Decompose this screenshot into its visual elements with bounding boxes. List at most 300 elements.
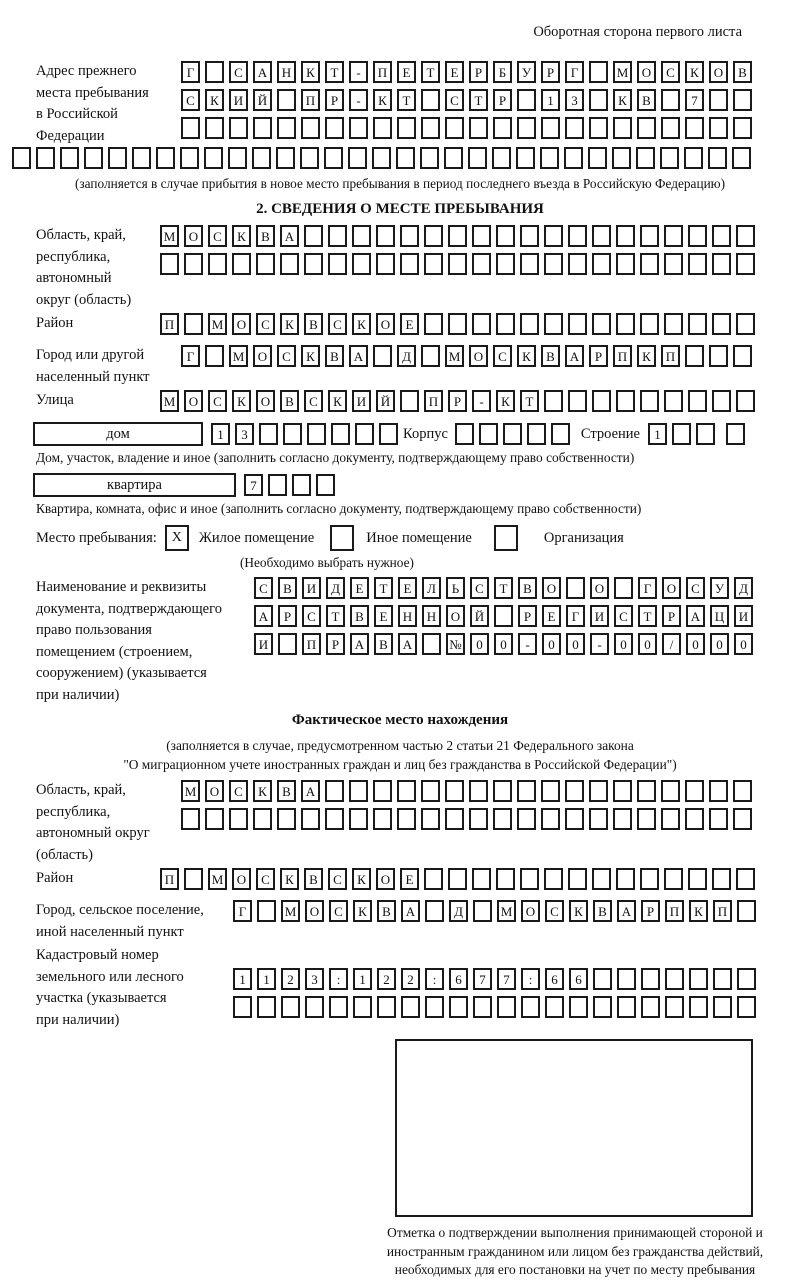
char-cell [329,996,348,1018]
char-cell: М [160,225,179,247]
char-cell: Р [662,605,681,627]
char-cell: О [232,868,251,890]
char-cell: 2 [281,968,300,990]
char-cell [352,253,371,275]
char-cell: К [232,390,251,412]
char-cell: М [229,345,248,367]
char-cell [568,313,587,335]
char-cell [473,996,492,1018]
char-cell: И [734,605,753,627]
char-cell [472,313,491,335]
char-cell [712,253,731,275]
char-cell: 2 [377,968,396,990]
char-cell [664,225,683,247]
char-cell [640,868,659,890]
char-cell [688,868,707,890]
char-cell [352,225,371,247]
char-cell [517,780,536,802]
char-cell [636,147,655,169]
char-cell: 2 [401,968,420,990]
char-cell: 0 [614,633,633,655]
char-cell: О [637,61,656,83]
char-cell [592,253,611,275]
char-cell: 1 [233,968,252,990]
char-cell [517,808,536,830]
district-field [0,313,800,341]
char-cell [640,253,659,275]
actual-location-title: Фактическое место нахождения [291,712,509,728]
char-cell: В [304,868,323,890]
char-cell: П [613,345,632,367]
char-cell [229,808,248,830]
char-cell: О [232,313,251,335]
char-cell [468,147,487,169]
registration-stamp-box [395,1039,753,1217]
char-cell [277,808,296,830]
char-cell: К [517,345,536,367]
char-cell: С [445,89,464,111]
char-cell [373,808,392,830]
char-cell: К [301,61,320,83]
char-cell: О [376,313,395,335]
char-cell [544,313,563,335]
prev-address-field [0,61,800,147]
char-cell [422,633,441,655]
char-cell: О [305,900,324,922]
char-cell: В [637,89,656,111]
char-cell: А [350,633,369,655]
char-cell: В [256,225,275,247]
char-cell: Н [277,61,296,83]
char-cell: С [256,868,275,890]
char-cell: С [614,605,633,627]
actual-region-row-1 [181,780,757,802]
char-cell [301,808,320,830]
char-cell [713,968,732,990]
label-line: Федерации [36,127,105,144]
char-cell [304,253,323,275]
char-cell: А [617,900,636,922]
char-cell: М [613,61,632,83]
char-cell: О [253,345,272,367]
char-cell: Ц [710,605,729,627]
char-cell: П [160,868,179,890]
char-cell [664,253,683,275]
char-cell [661,808,680,830]
char-cell [425,996,444,1018]
organization-checkbox[interactable] [494,525,518,551]
char-cell [397,780,416,802]
city-row [181,345,757,367]
char-cell [541,808,560,830]
char-cell [257,996,276,1018]
house-hint: Дом, участок, владение и иное (заполнить согласно документу, подтверждающему право собственности) [36,450,635,465]
label-line: населенный пункт [36,368,150,385]
cadastre-field [0,945,800,1031]
char-cell [661,89,680,111]
char-cell [520,868,539,890]
char-cell: К [373,89,392,111]
label-line: в Российской [36,106,118,122]
char-cell [448,868,467,890]
char-cell: К [496,390,515,412]
document-label [0,577,254,706]
char-cell [324,147,343,169]
char-cell [564,147,583,169]
char-cell: И [229,89,248,111]
char-cell [520,225,539,247]
char-cell [520,253,539,275]
char-cell: В [541,345,560,367]
char-cell: С [470,577,489,599]
char-cell [353,996,372,1018]
char-cell: 0 [710,633,729,655]
char-cell [520,313,539,335]
label-line: земельного или лесного [36,968,184,985]
char-cell [180,147,199,169]
char-cell: В [593,900,612,922]
char-cell [328,225,347,247]
char-cell [544,225,563,247]
char-cell: П [661,345,680,367]
char-cell: С [208,390,227,412]
char-cell [205,117,224,139]
char-cell [233,996,252,1018]
char-cell [256,253,275,275]
char-cell: О [662,577,681,599]
char-cell: И [352,390,371,412]
char-cell [372,147,391,169]
char-cell [292,474,311,496]
char-cell: В [374,633,393,655]
stamp-caption: Отметка о подтверждении выполнения принимающей стороной и иностранным гражданином или лицом без гражданства действий, необходимых для его постановки на учет по месту пребывания [386,1225,764,1277]
char-cell [544,253,563,275]
char-cell: С [256,313,275,335]
char-cell: К [328,390,347,412]
char-cell: М [445,345,464,367]
char-cell [589,117,608,139]
char-cell [641,996,660,1018]
stay-type-row [0,525,800,551]
char-cell [637,117,656,139]
char-cell: М [160,390,179,412]
char-cell [544,390,563,412]
apartment-type-box: квартира [33,473,236,497]
char-cell [205,61,224,83]
char-cell: В [325,345,344,367]
section2-title: 2. СВЕДЕНИЯ О МЕСТЕ ПРЕБЫВАНИЯ [256,201,544,217]
char-cell: 0 [470,633,489,655]
char-cell [588,147,607,169]
char-cell [737,996,756,1018]
actual-location-note-1: (заполняется в случае, предусмотренном частью 2 статьи 21 Федерального закона [166,738,634,753]
char-cell [551,423,570,445]
char-cell [420,147,439,169]
stroenie-cells [648,423,720,445]
char-cell: В [280,390,299,412]
char-cell: О [521,900,540,922]
char-cell: Р [641,900,660,922]
char-cell: С [328,868,347,890]
char-cell [377,996,396,1018]
apartment-number-cells [244,474,340,496]
char-cell [516,147,535,169]
char-cell: 7 [244,474,263,496]
char-cell [592,313,611,335]
char-cell: : [329,968,348,990]
char-cell [424,313,443,335]
char-cell: 1 [541,89,560,111]
char-cell [592,390,611,412]
char-cell [568,225,587,247]
actual-city-label [0,900,233,943]
char-cell [421,808,440,830]
char-cell: Т [374,577,393,599]
char-cell: Г [638,577,657,599]
char-cell [479,423,498,445]
char-cell [712,225,731,247]
char-cell [541,780,560,802]
char-cell: К [301,345,320,367]
char-cell: К [253,780,272,802]
char-cell: Р [589,345,608,367]
char-cell: О [184,225,203,247]
char-cell [397,808,416,830]
actual-district-row [160,868,760,890]
char-cell: 1 [257,968,276,990]
char-cell [473,900,492,922]
apartment-row [33,473,800,497]
char-cell [545,996,564,1018]
char-cell [205,345,224,367]
char-cell [521,996,540,1018]
char-cell [593,968,612,990]
char-cell [493,780,512,802]
char-cell: - [349,61,368,83]
char-cell: 0 [686,633,705,655]
char-cell [708,147,727,169]
char-cell [685,780,704,802]
char-cell [613,117,632,139]
prev-address-row-3 [181,117,757,139]
char-cell: А [565,345,584,367]
char-cell [660,147,679,169]
char-cell [257,900,276,922]
char-cell [228,147,247,169]
char-cell [617,968,636,990]
prev-address-caption: (заполняется в случае прибытия в новое место пребывания в период последнего въезда в Российскую Федерацию) [74,176,726,191]
char-cell: - [590,633,609,655]
char-cell: Н [422,605,441,627]
char-cell: : [425,968,444,990]
char-cell: Д [449,900,468,922]
stay-type-note: (Необходимо выбрать нужное) [240,555,414,570]
char-cell [689,996,708,1018]
apartment-hint: Квартира, комната, офис и иное (заполнить согласно документу, подтверждающему право собственности) [36,501,642,516]
char-cell [592,225,611,247]
char-cell: О [542,577,561,599]
char-cell [472,253,491,275]
char-cell: С [545,900,564,922]
char-cell [252,147,271,169]
char-cell [517,89,536,111]
korpus-cells [455,423,575,445]
label-line: Город или другой [36,347,145,363]
char-cell [593,996,612,1018]
residential-checkbox[interactable]: X [165,525,189,551]
char-cell [733,780,752,802]
char-cell [665,968,684,990]
char-cell [589,808,608,830]
char-cell [472,868,491,890]
label-line: при наличии) [36,686,120,703]
char-cell [612,147,631,169]
char-cell: С [229,780,248,802]
char-cell [733,117,752,139]
char-cell [301,117,320,139]
char-cell: С [304,390,323,412]
char-cell [132,147,151,169]
char-cell: К [613,89,632,111]
region-row-1 [160,225,760,247]
char-cell: В [518,577,537,599]
actual-district-field [0,868,800,896]
char-cell [305,996,324,1018]
char-cell [689,968,708,990]
char-cell: - [518,633,537,655]
char-cell: Р [448,390,467,412]
char-cell: М [208,313,227,335]
char-cell [737,900,756,922]
char-cell: М [181,780,200,802]
char-cell: Т [325,61,344,83]
prev-address-row-1 [181,61,757,83]
char-cell [268,474,287,496]
label-line: право пользования [36,622,152,638]
prev-address-row-4 [12,147,800,169]
char-cell: Т [494,577,513,599]
char-cell [592,868,611,890]
char-cell [325,780,344,802]
char-cell: В [278,577,297,599]
char-cell: О [590,577,609,599]
char-cell [401,996,420,1018]
label-line: республика, [36,248,111,265]
char-cell: С [493,345,512,367]
char-cell: 7 [497,968,516,990]
char-cell: Н [398,605,417,627]
label-line: Область, край, [36,782,126,798]
label-line: иной населенный пункт [36,923,184,940]
char-cell [709,89,728,111]
char-cell [108,147,127,169]
char-cell [616,225,635,247]
char-cell [640,390,659,412]
char-cell [565,808,584,830]
char-cell [84,147,103,169]
label-line: участка (указывается [36,990,167,1006]
char-cell [503,423,522,445]
char-cell: П [302,633,321,655]
char-cell: Р [469,61,488,83]
char-cell: 1 [211,423,230,445]
document-field [0,577,800,706]
label-line: документа, подтверждающего [36,600,222,617]
char-cell: : [521,968,540,990]
char-cell: 0 [542,633,561,655]
char-cell: С [329,900,348,922]
char-cell: А [301,780,320,802]
char-cell: О [205,780,224,802]
char-cell [616,313,635,335]
char-cell [331,423,350,445]
char-cell [449,996,468,1018]
other-premises-checkbox[interactable] [330,525,354,551]
char-cell [349,780,368,802]
char-cell: А [401,900,420,922]
char-cell: А [280,225,299,247]
char-cell: С [181,89,200,111]
char-cell [348,147,367,169]
char-cell [544,868,563,890]
char-cell: 0 [638,633,657,655]
char-cell [614,577,633,599]
char-cell: Д [734,577,753,599]
char-cell [396,147,415,169]
char-cell: К [280,868,299,890]
char-cell [448,313,467,335]
char-cell [568,868,587,890]
char-cell [205,808,224,830]
char-cell [259,423,278,445]
char-cell [253,117,272,139]
char-cell [637,780,656,802]
char-cell [328,253,347,275]
char-cell: Т [397,89,416,111]
label-line: республика, [36,803,111,820]
char-cell [640,225,659,247]
char-cell: 3 [305,968,324,990]
region-field [0,225,800,311]
char-cell [232,253,251,275]
city-field [0,345,800,388]
stay-type-label: Место пребывания: [36,529,157,546]
char-cell: Т [638,605,657,627]
char-cell [712,390,731,412]
document-row-2 [254,605,758,627]
char-cell [737,968,756,990]
char-cell [376,253,395,275]
char-cell [493,808,512,830]
char-cell: № [446,633,465,655]
char-cell [424,868,443,890]
char-cell: К [205,89,224,111]
char-cell: К [352,868,371,890]
char-cell: Т [469,89,488,111]
char-cell [565,117,584,139]
char-cell [589,780,608,802]
actual-district-label: Район [36,870,74,886]
char-cell [469,808,488,830]
char-cell [685,345,704,367]
char-cell: В [304,313,323,335]
char-cell [325,808,344,830]
char-cell: 1 [353,968,372,990]
char-cell [400,390,419,412]
char-cell: Т [421,61,440,83]
char-cell: С [254,577,273,599]
char-cell: К [569,900,588,922]
